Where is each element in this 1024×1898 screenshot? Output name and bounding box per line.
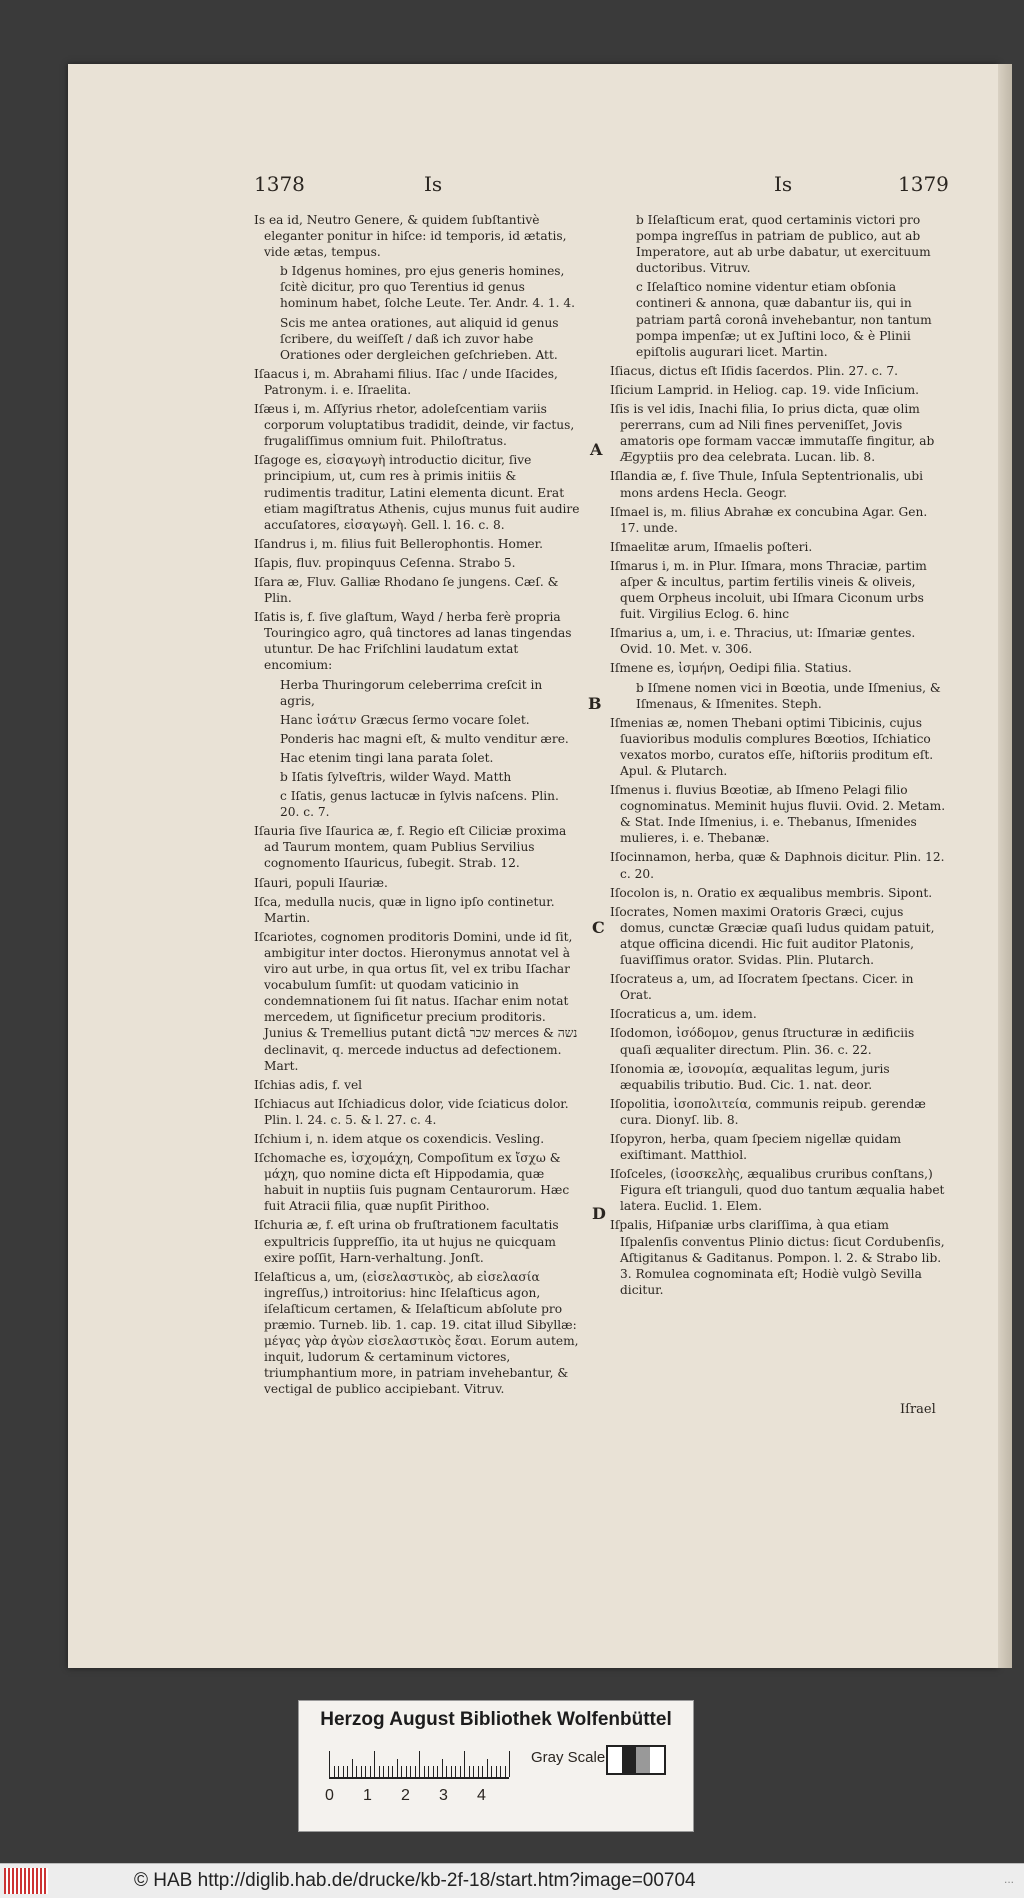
ruler-tick bbox=[392, 1766, 393, 1777]
dictionary-entry: Iſopolitia, ἰσοπολιτεία, communis reipub. gerendæ cura. Dionyſ. lib. 8. bbox=[610, 1096, 926, 1127]
right-page-number: 1379 bbox=[898, 172, 949, 196]
dictionary-entry: Iſocolon is, n. Oratio ex æqualibus membris. Sipont. bbox=[610, 885, 933, 900]
ruler-tick bbox=[464, 1751, 465, 1777]
dictionary-entry: Hanc ἰσάτιν Græcus ſermo vocare ſolet. bbox=[280, 712, 530, 727]
dictionary-entry: Iſicium Lamprid. in Heliog. cap. 19. vide Inſicium. bbox=[610, 382, 920, 397]
ruler-tick bbox=[334, 1766, 335, 1777]
ruler-tick bbox=[500, 1766, 501, 1777]
ruler-tick bbox=[428, 1766, 429, 1777]
dictionary-entry: b Iſelaſticum erat, quod certaminis victori pro pompa ingreſſus in patriam de publico, aut ab Imperatore, aut ab urbe dabatur, ut exercituum ductoribus. Vitruv. bbox=[636, 213, 931, 276]
dictionary-entry: b Iſmene nomen vici in Bœotia, unde Iſmenius, & Iſmenaus, & Iſmenites. Steph. bbox=[636, 680, 941, 711]
right-running-head: Is bbox=[774, 172, 793, 196]
scale-number: 0 bbox=[325, 1787, 334, 1804]
ruler-tick bbox=[329, 1751, 330, 1777]
ruler-tick bbox=[496, 1766, 497, 1777]
library-title: Herzog August Bibliothek Wolfenbüttel bbox=[320, 1709, 672, 1730]
left-column bbox=[254, 212, 580, 1400]
gray-swatch bbox=[650, 1747, 664, 1773]
dictionary-entry: Iſaacus i, m. Abrahami filius. Iſac / unde Iſacides, Patronym. i. e. Iſraelita. bbox=[254, 366, 558, 397]
dictionary-entry: Iſandrus i, m. filius fuit Bellerophontis. Homer. bbox=[254, 536, 543, 551]
ruler-tick bbox=[460, 1766, 461, 1777]
dictionary-entry: Iſoſceles, (ἰσοσκελὴς, æqualibus cruribus conſtans,) Figura eſt trianguli, quod duo tantum æqualia habet latera. Euclid. 1. Elem. bbox=[610, 1167, 945, 1214]
dictionary-entry: Iſocrateus a, um, ad Iſocratem ſpectans. Cicer. in Orat. bbox=[610, 972, 914, 1003]
ruler-tick bbox=[365, 1766, 366, 1777]
dictionary-entry: Iſchium i, n. idem atque os coxendicis. Vesling. bbox=[254, 1131, 545, 1146]
dictionary-entry: Iſlandia æ, f. ſive Thule, Inſula Septentrionalis, ubi mons ardens Hecla. Geogr. bbox=[610, 469, 924, 500]
ruler-tick bbox=[491, 1766, 492, 1777]
dictionary-entry: Iſagoge es, εἰσαγωγὴ introductio dicitur, ſive principium, ut, cum res à primis initiis & rudimentis traditur, Latini elementa dicunt. Erat etiam magiſtratus Athenis, cujus munus fuit audire accuſatores, εἰσαγωγὴ. Gell. l. 16. c. 8. bbox=[254, 453, 580, 532]
scale-number: 2 bbox=[401, 1787, 410, 1804]
ruler-tick bbox=[347, 1766, 348, 1777]
dictionary-entry: Iſodomon, ἰσόδομον, genus ſtructuræ in ædificiis quaſi æqualiter directum. Plin. 36. c. 22. bbox=[610, 1026, 915, 1057]
ruler-tick bbox=[383, 1766, 384, 1777]
dictionary-entry: Iſmenias æ, nomen Thebani optimi Tibicinis, cujus ſuavioribus modulis complures Bœotios, Iſchiatico vexatos morbo, curatos eſſe, hiſtoriis proditum eſt. Apul. & Plutarch. bbox=[610, 715, 934, 778]
dictionary-entry: Iſocinnamon, herba, quæ & Daphnois dicitur. Plin. 12. c. 20. bbox=[610, 850, 945, 881]
dictionary-entry: Iſocrates, Nomen maximi Oratoris Græci, cujus domus, cunctæ Græciæ quaſi ludus quidam patuit, atque officina dicendi. Hic fuit auditor Platonis, ſuaviſſimus orator. Svidas. Plin. Plutarch. bbox=[610, 904, 935, 968]
dictionary-entry: Iſopyron, herba, quam ſpeciem nigellæ quidam exiſtimant. Matthiol. bbox=[610, 1131, 902, 1163]
ruler-tick bbox=[473, 1766, 474, 1777]
dictionary-entry: Hac etenim tingi lana parata ſolet. bbox=[280, 750, 494, 765]
right-column bbox=[610, 212, 946, 1301]
dictionary-entry: Iſis is vel idis, Inachi filia, Io prius dicta, quæ olim pererrans, cum ad Nili fines perveniſſet, Jovis amatoris ope formam vaccæ immutaſſe fingitur, ab Ægyptiis pro dea celebrata. Lucan. lib. 8. bbox=[610, 402, 935, 465]
ruler-tick bbox=[419, 1751, 420, 1777]
dictionary-entry: Iſmarus i, m. in Plur. Iſmara, mons Thraciæ, partim aſper & incultus, partim fertilis vineis & oliveis, quem Orpheus incoluit, ubi Iſmara Ciconum urbs fuit. Virgilius Eclog. 6. hinc bbox=[610, 558, 927, 622]
dictionary-entry: Iſchuria æ, f. eſt urina ob fruſtrationem facultatis expultricis ſuppreſſio, ita ut hujus ne quicquam exire poſſit, Harn-verhaltung. Jonſt. bbox=[254, 1218, 559, 1265]
dictionary-entry: Iſiacus, dictus eſt Iſidis ſacerdos. Plin. 27. c. 7. bbox=[610, 363, 898, 378]
ruler-tick bbox=[482, 1766, 483, 1777]
left-running-head: Is bbox=[424, 172, 443, 196]
dictionary-entry: Iſatis is, f. ſive glaſtum, Wayd / herba ferè propria Touringico agro, quâ tinctores ad lanas tingendas utuntur. De hac Friſchlini laudatum extat encomium: bbox=[254, 610, 572, 673]
ruler-tick bbox=[451, 1766, 452, 1777]
calibration-card bbox=[298, 1700, 694, 1832]
ruler-tick bbox=[415, 1766, 416, 1777]
section-marker-c: C bbox=[592, 918, 605, 937]
ruler-tick bbox=[446, 1766, 447, 1777]
ruler-tick bbox=[437, 1766, 438, 1777]
section-marker-a: A bbox=[590, 440, 603, 459]
dictionary-entry: Iſmenus i. fluvius Bœotiæ, ab Iſmeno Pelagi filio cognominatus. Meminit hujus fluvii. Ovid. 2. Metam. & Stat. Inde Iſmenius, i. e. Thebanus, Iſmenides mulieres, i. e. Thebanæ. bbox=[610, 783, 946, 846]
ruler-tick bbox=[406, 1766, 407, 1777]
gray-swatch bbox=[622, 1747, 636, 1773]
dictionary-entry: Iſchiacus aut Iſchiadicus dolor, vide ſciaticus dolor. Plin. l. 24. c. 5. & l. 27. c. 4. bbox=[254, 1096, 569, 1127]
ruler-tick bbox=[397, 1759, 398, 1777]
ruler-tick bbox=[361, 1766, 362, 1777]
dictionary-entry: c Iſelaſtico nomine videntur etiam obſonia contineri & annona, quæ dabantur iis, qui in patriam partâ coronâ invehebantur, non tantum pompa impenſæ; ut ex Juſtini loco, & è Plinii epiſtolis augurari licet. Martin. bbox=[636, 280, 932, 359]
dictionary-entry: Iſca, medulla nucis, quæ in ligno ipſo continetur. Martin. bbox=[254, 894, 555, 925]
dictionary-entry: Ponderis hac magni eſt, & multo venditur ære. bbox=[280, 731, 569, 746]
ruler-tick bbox=[356, 1766, 357, 1777]
footer-bar bbox=[0, 1863, 1024, 1898]
dictionary-entry: Iſonomia æ, ἰσονομία, æqualitas legum, juris æquabilis tributio. Bud. Cic. 1. nat. deor. bbox=[610, 1061, 890, 1092]
dictionary-entry: Iſmarius a, um, i. e. Thracius, ut: Iſmariæ gentes. Ovid. 10. Met. v. 306. bbox=[610, 626, 916, 657]
dictionary-entry: b Idgenus homines, pro ejus generis homines, ſcitè dicitur, pro quo Terentius id genus hominum habet, ſolche Leute. Ter. Andr. 4. 1. 4. bbox=[280, 264, 576, 311]
book-page bbox=[68, 64, 998, 1668]
ruler-tick bbox=[388, 1766, 389, 1777]
gray-scale-label: Gray Scale bbox=[531, 1749, 606, 1766]
dictionary-entry: Scis me antea orationes, aut aliquid id genus ſcribere, du weiſſeſt / daß ich zuvor habe Orationes oder dergleichen geſchrieben. Att. bbox=[280, 315, 559, 362]
ruler-tick bbox=[338, 1766, 339, 1777]
dictionary-entry: Iſmaelitæ arum, Iſmaelis poſteri. bbox=[610, 539, 813, 554]
left-page-number: 1378 bbox=[254, 172, 305, 196]
dictionary-entry: c Iſatis, genus lactucæ in ſylvis naſcens. Plin. 20. c. 7. bbox=[280, 789, 559, 820]
source-link[interactable]: © HAB http://diglib.hab.de/drucke/kb-2f-18/start.htm?image=00704 bbox=[134, 1870, 696, 1891]
gray-swatch bbox=[608, 1747, 622, 1773]
scale-number: 1 bbox=[363, 1787, 372, 1804]
page-edge bbox=[998, 64, 1012, 1668]
dictionary-entry: Iſauria ſive Iſaurica æ, f. Regio eſt Ciliciæ proxima ad Taurum montem, quam Publius Servilius cognomento Iſauricus, ſubegit. Strab. 12. bbox=[254, 824, 567, 871]
ruler-tick bbox=[505, 1766, 506, 1777]
dictionary-entry: Iſelaſticus a, um, (εἰσελαστικὸς, ab εἰσελασία ingreſſus,) introitorius: hinc Iſelaſticus agon, iſelaſticum certamen, & Iſelaſticum abſolute pro præmio. Turneb. lib. 1. cap. 19. citat illud Sibyllæ: μέγας γὰρ ἀγὼν εἰσελαστικὸς ἔσαι. Eorum autem, inquit, ludorum & certaminum victores, triumphantium more, in patriam invehebantur, & vectigal de publico accipiebant. Vitruv. bbox=[254, 1269, 579, 1397]
ruler-tick bbox=[379, 1766, 380, 1777]
ruler-tick bbox=[469, 1766, 470, 1777]
dictionary-entry: Iſchomache es, ἰσχομάχη, Compoſitum ex ἴσχω & μάχη, quo nomine dicta eſt Hippodamia, quæ habuit in nuptiis ſuis pugnam Centaurorum. Hæc fuit Atracii filia, quæ nupſit Pirithoo. bbox=[254, 1151, 570, 1214]
ruler-tick bbox=[374, 1751, 375, 1777]
ruler-tick bbox=[509, 1751, 510, 1777]
ruler-tick bbox=[455, 1766, 456, 1777]
dictionary-entry: Iſchias adis, f. vel bbox=[254, 1077, 363, 1092]
dictionary-entry: b Iſatis ſylveſtris, wilder Wayd. Matth bbox=[280, 770, 512, 784]
ruler-tick bbox=[424, 1766, 425, 1777]
ruler-tick bbox=[478, 1766, 479, 1777]
ruler-tick bbox=[487, 1759, 488, 1777]
scale-number: 3 bbox=[439, 1787, 448, 1804]
dictionary-entry: Is ea id, Neutro Genere, & quidem ſubſtantivè eleganter ponitur in hiſce: id temporis, id ætatis, vide ætas, tempus. bbox=[254, 213, 567, 260]
scale-ruler bbox=[329, 1749, 509, 1779]
more-icon[interactable]: ... bbox=[1003, 1872, 1014, 1886]
section-marker-d: D bbox=[592, 1204, 606, 1223]
section-marker-b: B bbox=[588, 694, 602, 713]
dictionary-entry: Iſmael is, m. filius Abrahæ ex concubina Agar. Gen. 17. unde. bbox=[610, 504, 928, 535]
dictionary-entry: Herba Thuringorum celeberrima creſcit in agris, bbox=[280, 677, 543, 708]
dictionary-entry: Iſapis, fluv. propinquus Ceſenna. Strabo 5. bbox=[254, 555, 516, 570]
catchword: Iſrael bbox=[900, 1402, 936, 1417]
scale-number: 4 bbox=[477, 1787, 486, 1804]
dictionary-entry: Iſpalis, Hiſpaniæ urbs clariſſima, à qua etiam Iſpalenſis conventus Plinio dictus: ſicut Cordubenſis, Aſtigitanus & Gaditanus. Pompon. l. 2. & Strabo lib. 3. Romulea cognominata eſt; Hodiè vulgò Sevilla dicitur. bbox=[610, 1218, 945, 1297]
dictionary-entry: Iſocraticus a, um. idem. bbox=[610, 1007, 757, 1022]
ruler-tick bbox=[410, 1766, 411, 1777]
dictionary-entry: Iſæus i, m. Aſſyrius rhetor, adoleſcentiam variis corporum voluptatibus tradidit, deinde, vir factus, frugaliſſimus omnium fuit. Philoſtratus. bbox=[254, 402, 575, 449]
ruler-tick bbox=[352, 1759, 353, 1777]
ruler-tick bbox=[442, 1759, 443, 1777]
gray-swatch bbox=[636, 1747, 650, 1773]
gray-scale-swatches bbox=[606, 1745, 666, 1775]
ruler-tick bbox=[343, 1766, 344, 1777]
ruler-tick bbox=[433, 1766, 434, 1777]
dictionary-entry: Iſauri, populi Iſauriæ. bbox=[254, 875, 388, 890]
dictionary-entry: Iſara æ, Fluv. Galliæ Rhodano ſe jungens. Cæſ. & Plin. bbox=[254, 574, 559, 606]
dictionary-entry: Iſcariotes, cognomen proditoris Domini, unde id ſit, ambigitur inter doctos. Hieronymus annotat vel à viro aut urbe, in qua ortus ſit, vel ex tribu Iſachar vocabulum ſumſit: ut quodam vaticinio in condemnationem ſui ſit natus. Iſachar enim notat mercedem, ut ſignificetur precium proditoris. Junius & Tremellius putant dictâ שכר merces & נשה declinavit, q. mercede inductus ad defectionem. Mart. bbox=[254, 929, 578, 1073]
dictionary-entry: Iſmene es, ἰσμήνη, Oedipi filia. Statius. bbox=[610, 661, 852, 676]
hab-logo-icon bbox=[4, 1868, 48, 1894]
ruler-tick bbox=[370, 1766, 371, 1777]
ruler-tick bbox=[401, 1766, 402, 1777]
